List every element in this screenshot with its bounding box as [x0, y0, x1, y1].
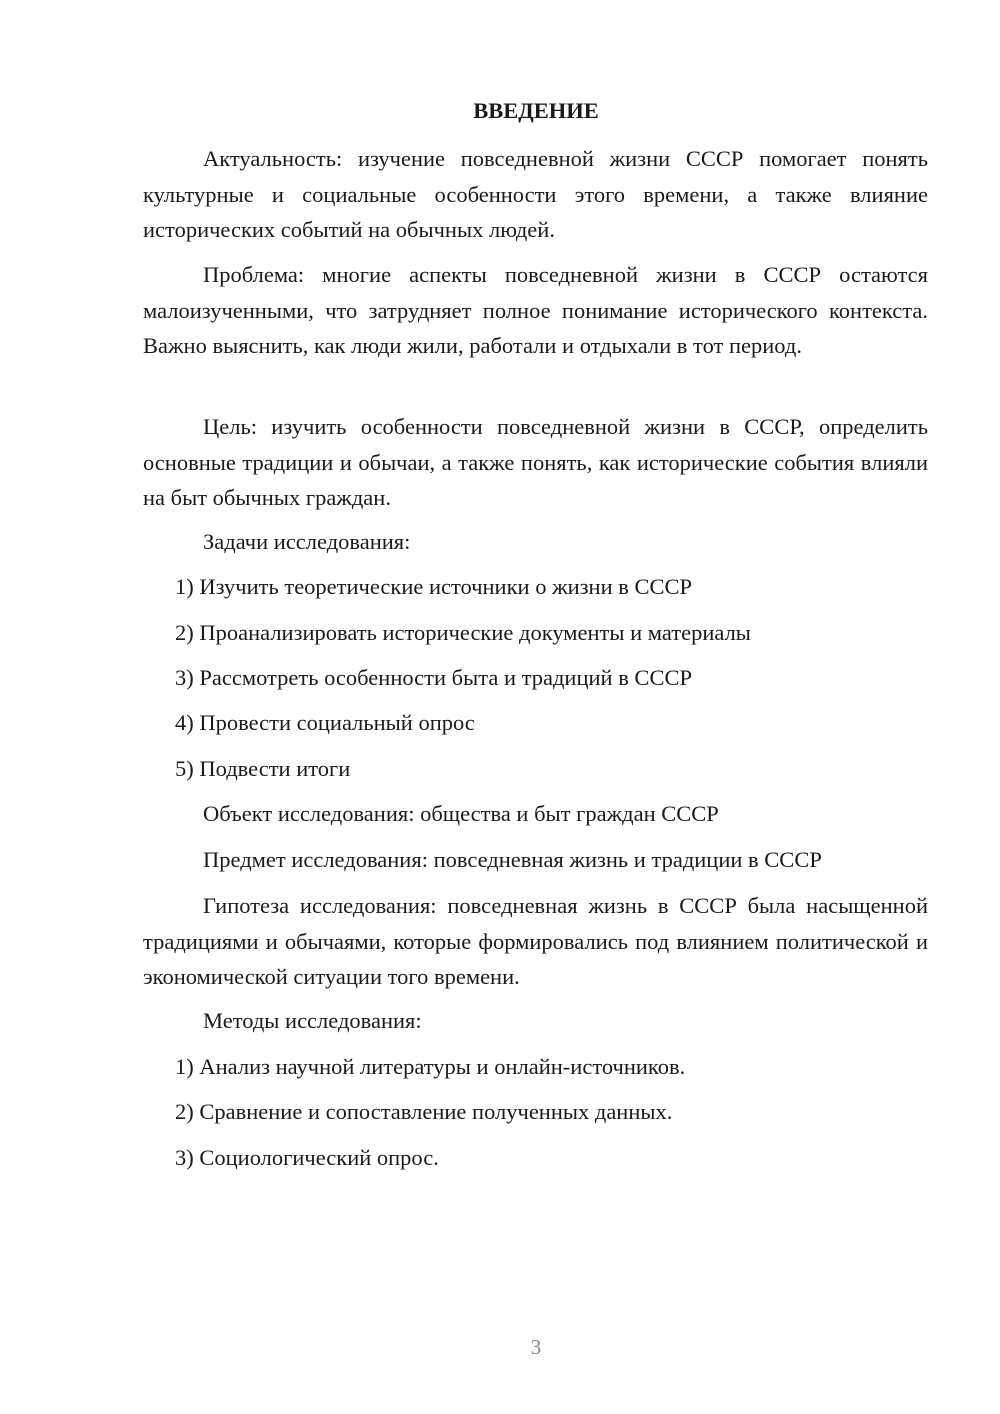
task-item-5: 5) Подвести итоги — [175, 756, 351, 781]
hypothesis-paragraph: Гипотеза исследования: повседневная жизнь в СССР была насыщенной традициями и обычаями, которые формировались под влиянием политической и экономической ситуации того времени. — [143, 893, 928, 989]
research-object: Объект исследования: общества и быт граждан СССР — [203, 801, 719, 826]
goal-paragraph: Цель: изучить особенности повседневной жизни в СССР, определить основные традиции и обычаи, а также понять, как исторические события влияли на быт обычных граждан. — [143, 414, 928, 510]
method-item-1: 1) Анализ научной литературы и онлайн-источников. — [175, 1054, 686, 1079]
task-item-3: 3) Рассмотреть особенности быта и традиций в СССР — [175, 665, 692, 690]
relevance-paragraph: Актуальность: изучение повседневной жизни СССР помогает понять культурные и социальные особенности этого времени, а также влияние исторических событий на обычных людей. — [143, 146, 928, 242]
task-item-2: 2) Проанализировать исторические документы и материалы — [175, 620, 751, 645]
research-subject: Предмет исследования: повседневная жизнь и традиции в СССР — [203, 847, 822, 872]
tasks-heading: Задачи исследования: — [203, 529, 411, 554]
task-item-1: 1) Изучить теоретические источники о жизни в СССР — [175, 574, 693, 599]
methods-heading: Методы исследования: — [203, 1008, 422, 1033]
method-item-3: 3) Социологический опрос. — [175, 1145, 439, 1170]
page-title: ВВЕДЕНИЕ — [473, 98, 599, 123]
problem-paragraph: Проблема: многие аспекты повседневной жизни в СССР остаются малоизученными, что затрудняет полное понимание исторического контекста. Важно выяснить, как люди жили, работали и отдыхали в тот период. — [143, 262, 928, 358]
page-number: 3 — [530, 1335, 542, 1359]
task-item-4: 4) Провести социальный опрос — [175, 710, 475, 735]
method-item-2: 2) Сравнение и сопоставление полученных данных. — [175, 1099, 673, 1124]
